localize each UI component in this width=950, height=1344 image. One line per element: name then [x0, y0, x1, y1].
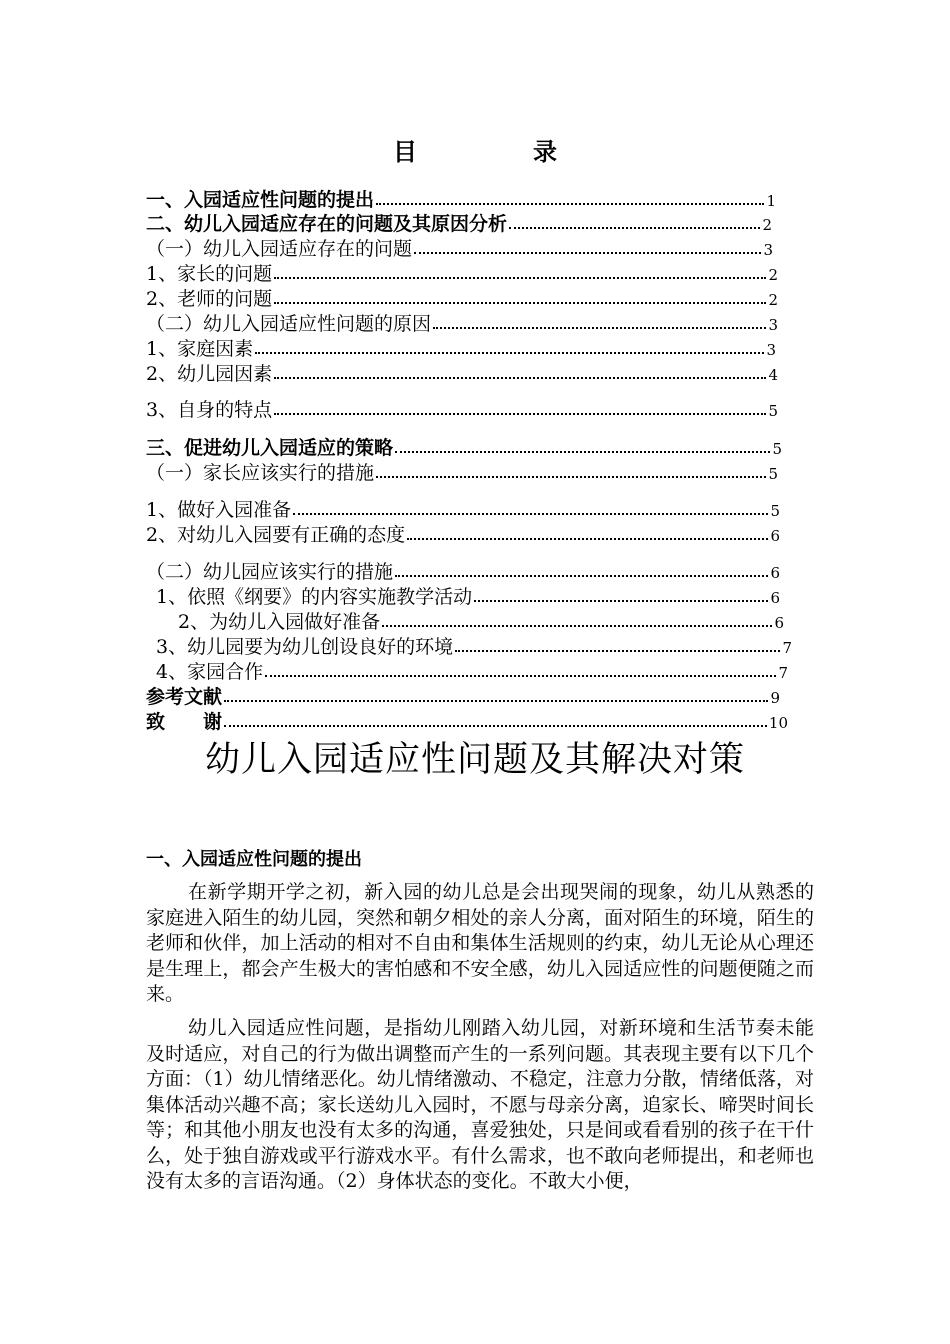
- toc-entry[interactable]: [146, 312, 778, 336]
- toc-title: 目 录: [393, 138, 603, 166]
- toc-leader-dots: [274, 302, 766, 304]
- toc-leader-dots: [255, 352, 764, 354]
- toc-entry[interactable]: [146, 337, 776, 361]
- toc-entry[interactable]: [156, 585, 780, 609]
- toc-entry-label: 3、幼儿园要为幼儿创设良好的环境: [156, 636, 454, 658]
- toc-leader-dots: [274, 413, 766, 415]
- toc-entry-label: 1、做好入园准备: [146, 499, 292, 521]
- toc-entry[interactable]: [146, 362, 778, 386]
- toc-leader-dots: [265, 675, 776, 677]
- toc-entry-page: 5: [768, 402, 778, 420]
- toc-entry-label: 1、依照《纲要》的内容实施教学活动: [156, 586, 473, 608]
- body-paragraph: 在新学期开学之初，新入园的幼儿总是会出现哭闹的现象，幼儿从熟悉的家庭进入陌生的幼儿园，突然和朝夕相处的亲人分离，面对陌生的环境，陌生的老师和伙伴，加上活动的相对不自由和集体生活规则的约束，幼儿无论从心理还是生理上，都会产生极大的害怕感和不安全感，幼儿入园适应性的问题便随之而来。: [146, 881, 814, 1005]
- toc-entry[interactable]: [146, 398, 778, 422]
- toc-entry-label: （一）家长应该实行的措施: [146, 462, 375, 484]
- toc-entry-label: 2、老师的问题: [146, 288, 273, 310]
- toc-leader-dots: [274, 277, 766, 279]
- toc-entry-page: 4: [768, 366, 778, 384]
- toc-entry-label: 致 谢: [146, 711, 223, 733]
- toc-entry-page: 2: [762, 216, 772, 234]
- toc-entry-page: 10: [768, 714, 788, 732]
- toc-leader-dots: [376, 476, 766, 478]
- toc-entry-page: 5: [770, 502, 780, 520]
- toc-entry[interactable]: [146, 237, 773, 261]
- toc-entry[interactable]: [146, 560, 780, 584]
- toc-entry-label: （一）幼儿入园适应存在的问题: [146, 238, 413, 260]
- toc-entry-page: 1: [766, 192, 776, 210]
- toc-entry-page: 9: [770, 689, 780, 707]
- toc-entry-label: 二、幼儿入园适应存在的问题及其原因分析: [146, 213, 508, 235]
- toc-entry-label: 2、幼儿园因素: [146, 363, 273, 385]
- toc-entry-label: 三、促进幼儿入园适应的策略: [146, 437, 394, 459]
- toc-entry[interactable]: [146, 188, 776, 212]
- toc-entry-page: 6: [774, 614, 784, 632]
- toc-entry-page: 6: [770, 527, 780, 545]
- toc-entry[interactable]: [156, 635, 792, 659]
- toc-entry[interactable]: [178, 610, 784, 634]
- toc-entry-page: 5: [768, 465, 778, 483]
- toc-leader-dots: [395, 451, 770, 453]
- toc-entry[interactable]: [146, 685, 780, 709]
- toc-leader-dots: [224, 725, 767, 727]
- toc-entry-page: 3: [768, 316, 778, 334]
- toc-entry-page: 2: [768, 266, 778, 284]
- toc-entry-label: 1、家长的问题: [146, 263, 273, 285]
- toc-entry-page: 6: [770, 589, 780, 607]
- toc-entry-page: 5: [772, 440, 782, 458]
- toc-entry-label: 2、对幼儿入园要有正确的态度: [146, 524, 406, 546]
- toc-entry-label: 2、为幼儿入园做好准备: [178, 611, 381, 633]
- section-heading: 一、入园适应性问题的提出: [146, 849, 362, 870]
- toc-entry[interactable]: [156, 660, 788, 684]
- toc-entry-page: 7: [782, 639, 792, 657]
- toc-leader-dots: [407, 538, 768, 540]
- toc-entry-page: 2: [768, 291, 778, 309]
- document-title: 幼儿入园适应性问题及其解决对策: [204, 740, 745, 780]
- toc-entry-page: 7: [778, 664, 788, 682]
- toc-leader-dots: [474, 600, 768, 602]
- toc-entry[interactable]: [146, 498, 780, 522]
- toc-entry-label: （二）幼儿入园适应性问题的原因: [146, 313, 432, 335]
- toc-leader-dots: [274, 377, 766, 379]
- toc-entry[interactable]: [146, 436, 782, 460]
- toc-leader-dots: [509, 227, 760, 229]
- body-paragraph: 幼儿入园适应性问题，是指幼儿刚踏入幼儿园，对新环境和生活节奏未能及时适应，对自己的行为做出调整而产生的一系列问题。其表现主要有以下几个方面：（1）幼儿情绪恶化。幼儿情绪激动、不稳定，注意力分散，情绪低落，对集体活动兴趣不高；家长送幼儿入园时，不愿与母亲分离，追家长、啼哭时间长等；和其他小朋友也没有太多的沟通，喜爱独处，只是间或看看别的孩子在干什么，处于独自游戏或平行游戏水平。有什么需求，也不敢向老师提出，和老师也没有太多的言语沟通。（2）身体状态的变化。不敢大小便，: [146, 1017, 814, 1192]
- toc-leader-dots: [455, 650, 780, 652]
- toc-entry-label: 3、自身的特点: [146, 399, 273, 421]
- toc-entry[interactable]: [146, 461, 778, 485]
- toc-entry-page: 3: [766, 341, 776, 359]
- toc-leader-dots: [224, 700, 768, 702]
- toc-entry-label: （二）幼儿园应该实行的措施: [146, 561, 394, 583]
- toc-leader-dots: [382, 625, 772, 627]
- toc-entry-label: 4、家园合作: [156, 661, 264, 683]
- toc-entry-label: 一、入园适应性问题的提出: [146, 189, 375, 211]
- toc-leader-dots: [395, 575, 768, 577]
- toc-leader-dots: [414, 252, 761, 254]
- toc-entry[interactable]: [146, 212, 772, 236]
- toc-leader-dots: [293, 513, 768, 515]
- toc-leader-dots: [376, 203, 764, 205]
- toc-entry-label: 参考文献: [146, 686, 223, 708]
- toc-leader-dots: [433, 327, 766, 329]
- toc-entry[interactable]: [146, 262, 778, 286]
- toc-entry[interactable]: [146, 287, 778, 311]
- toc-entry-page: 6: [770, 564, 780, 582]
- toc-entry[interactable]: [146, 710, 788, 734]
- toc-entry-label: 1、家庭因素: [146, 338, 254, 360]
- toc-entry[interactable]: [146, 523, 780, 547]
- toc-entry-page: 3: [763, 241, 773, 259]
